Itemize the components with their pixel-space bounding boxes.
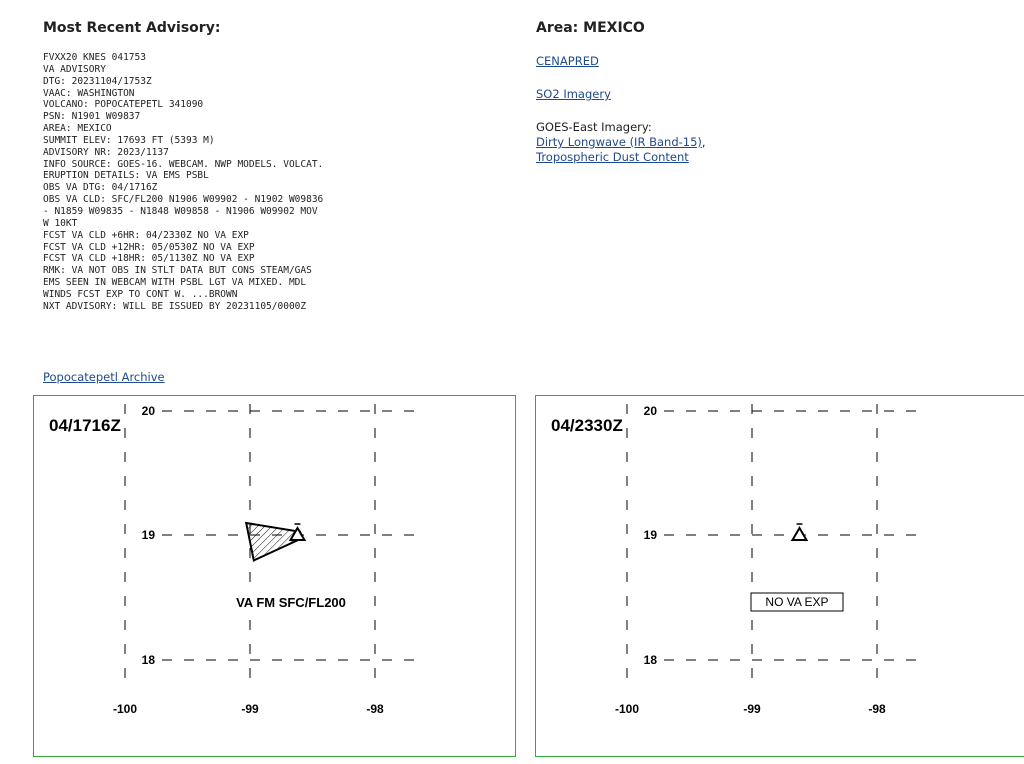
lon-tick-label: -98	[868, 702, 886, 716]
lat-tick-label: 20	[643, 404, 657, 418]
lat-tick-label: 20	[141, 404, 155, 418]
advisory-line: FVXX20 KNES 041753	[43, 52, 146, 63]
advisory-line: RMK: VA NOT OBS IN STLT DATA BUT CONS STEAM/GAS	[43, 265, 312, 277]
lon-tick-label: -99	[743, 702, 761, 716]
map-time-label: 04/2330Z	[551, 416, 623, 435]
cenapred-link[interactable]: CENAPRED	[536, 54, 599, 68]
annotation-text: NO VA EXP	[765, 595, 829, 609]
advisory-line: VAAC: WASHINGTON	[43, 87, 135, 99]
advisory-line: W 10KT	[43, 217, 78, 229]
lat-tick-label: 18	[141, 653, 155, 667]
advisory-line: INFO SOURCE: GOES-16. WEBCAM. NWP MODELS. VOLCAT.	[43, 158, 324, 170]
advisory-line: OBS VA CLD: SFC/FL200 N1906 W09902 - N1902 W09836	[43, 194, 324, 206]
advisory-text	[43, 52, 323, 313]
map-graphic-forecast	[536, 396, 1024, 756]
advisory-line: VOLCANO: POPOCATEPETL 341090	[43, 99, 204, 111]
advisory-line: OBS VA DTG: 04/1716Z	[43, 182, 158, 194]
map-time-label: 04/1716Z	[49, 416, 121, 435]
lon-tick-label: -99	[241, 702, 259, 716]
ash-cloud-polygon	[246, 523, 302, 560]
advisory-line: SUMMIT ELEV: 17693 FT (5393 M)	[43, 134, 215, 146]
lon-tick-label: -100	[112, 702, 138, 716]
area-heading: Area: MEXICO	[536, 20, 645, 36]
advisory-heading: Most Recent Advisory:	[43, 20, 221, 36]
tropospheric-dust-link[interactable]: Tropospheric Dust Content	[536, 150, 689, 164]
advisory-line: AREA: MEXICO	[43, 123, 112, 135]
advisory-line: WINDS FCST EXP TO CONT W. ...BROWN	[43, 288, 238, 300]
lon-tick-label: -98	[366, 702, 384, 716]
annotation-text: VA FM SFC/FL200	[236, 595, 346, 610]
advisory-map-forecast	[535, 395, 1024, 757]
goes-east-label: GOES-East Imagery:	[536, 120, 652, 134]
advisory-line: - N1859 W09835 - N1848 W09858 - N1906 W09902 MOV	[43, 205, 318, 217]
lat-tick-label: 19	[141, 528, 155, 542]
advisory-line: PSN: N1901 W09837	[43, 111, 141, 123]
map-graphic-obs	[34, 396, 515, 756]
advisory-line: NXT ADVISORY: WILL BE ISSUED BY 20231105/0000Z	[43, 300, 307, 312]
advisory-line: ADVISORY NR: 2023/1137	[43, 146, 169, 158]
popocatepetl-archive-link[interactable]: Popocatepetl Archive	[43, 370, 165, 384]
lat-tick-label: 19	[643, 528, 657, 542]
advisory-line: EMS SEEN IN WEBCAM WITH PSBL LGT VA MIXED. MDL	[43, 277, 307, 289]
link-separator: ,	[701, 135, 706, 149]
volcano-icon	[793, 528, 807, 540]
advisory-line: VA ADVISORY	[43, 63, 106, 75]
lon-tick-label: -100	[614, 702, 640, 716]
dirty-longwave-link[interactable]: Dirty Longwave (IR Band-15)	[536, 135, 702, 149]
lat-tick-label: 18	[643, 653, 657, 667]
advisory-line: DTG: 20231104/1753Z	[43, 75, 152, 87]
advisory-line: FCST VA CLD +12HR: 05/0530Z NO VA EXP	[43, 241, 255, 253]
advisory-line: FCST VA CLD +18HR: 05/1130Z NO VA EXP	[43, 253, 255, 265]
so2-imagery-link[interactable]: SO2 Imagery	[536, 87, 611, 101]
advisory-line: ERUPTION DETAILS: VA EMS PSBL	[43, 170, 209, 182]
advisory-line: FCST VA CLD +6HR: 04/2330Z NO VA EXP	[43, 229, 249, 241]
advisory-map-obs	[33, 395, 516, 757]
